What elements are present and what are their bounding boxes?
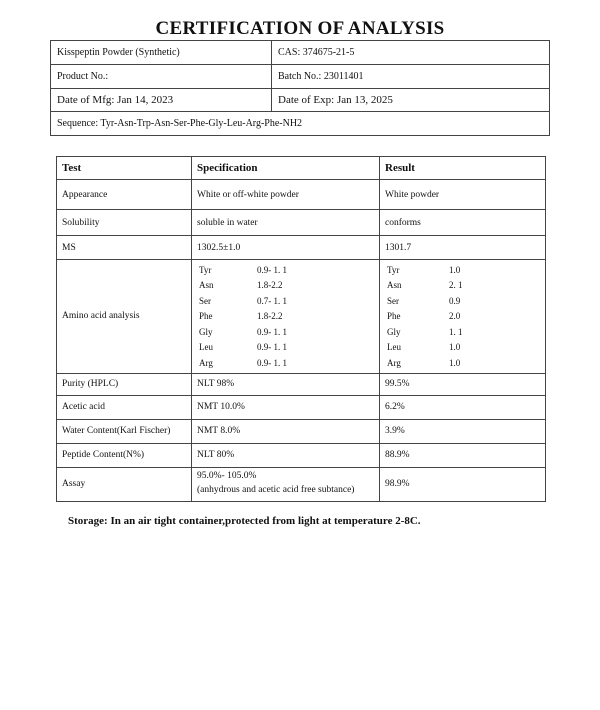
result-cell: 99.5% — [380, 373, 546, 395]
amino-spec-list — [197, 262, 374, 371]
date-exp: Date of Exp: Jan 13, 2025 — [272, 89, 550, 112]
amino-name: Arg — [199, 357, 213, 368]
amino-name: Asn — [199, 280, 214, 291]
result-cell: 3.9% — [380, 419, 546, 443]
test-cell: Amino acid analysis — [57, 260, 192, 374]
amino-spec: 0.9- 1. 1 — [257, 264, 287, 275]
result-cell: 6.2% — [380, 395, 546, 419]
document-title: CERTIFICATION OF ANALYSIS — [155, 18, 445, 39]
result-cell: 98.9% — [380, 467, 546, 501]
amino-name: Phe — [387, 311, 401, 322]
table-row — [57, 467, 546, 501]
result-cell: conforms — [380, 210, 546, 236]
table-header-row — [57, 157, 546, 180]
test-cell: Appearance — [57, 180, 192, 210]
header-specification: Specification — [192, 157, 380, 180]
spec-cell: soluble in water — [192, 210, 380, 236]
batch-no: Batch No.: 23011401 — [272, 65, 550, 89]
header-info-table — [50, 40, 550, 136]
amino-result: 1.0 — [449, 264, 461, 275]
amino-name: Tyr — [199, 264, 212, 275]
table-row — [57, 373, 546, 395]
header-test: Test — [57, 157, 192, 180]
table-row — [57, 236, 546, 260]
amino-name: Leu — [199, 342, 213, 353]
table-row — [57, 395, 546, 419]
amino-spec-cell — [192, 260, 380, 374]
amino-result-list — [385, 262, 540, 371]
list-item — [385, 309, 540, 325]
table-row — [57, 210, 546, 236]
spec-cell: NMT 10.0% — [192, 395, 380, 419]
amino-name: Arg — [387, 357, 401, 368]
list-item — [197, 355, 374, 371]
list-item — [385, 293, 540, 309]
amino-name: Ser — [199, 295, 211, 306]
result-cell: White powder — [380, 180, 546, 210]
spec-cell — [192, 467, 380, 501]
table-row — [57, 419, 546, 443]
sequence: Sequence: Tyr-Asn-Trp-Asn-Ser-Phe-Gly-Leu-Arg-Phe-NH2 — [51, 112, 550, 136]
table-row — [57, 180, 546, 210]
amino-name: Gly — [387, 326, 401, 337]
amino-result: 2.0 — [449, 311, 461, 322]
spec-cell: NLT 98% — [192, 373, 380, 395]
amino-spec: 0.7- 1. 1 — [257, 295, 287, 306]
amino-spec: 0.9- 1. 1 — [257, 326, 287, 337]
test-cell: Water Content(Karl Fischer) — [57, 419, 192, 443]
amino-result: 2. 1 — [449, 280, 463, 291]
list-item — [197, 324, 374, 340]
list-item — [385, 340, 540, 356]
test-cell: Assay — [57, 467, 192, 501]
table-row — [57, 443, 546, 467]
amino-spec: 1.8-2.2 — [257, 280, 283, 291]
list-item — [385, 355, 540, 371]
amino-name: Asn — [387, 280, 402, 291]
cas-number: CAS: 374675-21-5 — [272, 41, 550, 65]
spec-cell: 1302.5±1.0 — [192, 236, 380, 260]
amino-result: 1.0 — [449, 342, 461, 353]
amino-acid-row — [57, 260, 546, 374]
list-item — [385, 324, 540, 340]
list-item — [385, 262, 540, 278]
product-no: Product No.: — [51, 65, 272, 89]
spec-cell: NMT 8.0% — [192, 419, 380, 443]
list-item — [197, 262, 374, 278]
date-mfg: Date of Mfg: Jan 14, 2023 — [51, 89, 272, 112]
result-cell: 1301.7 — [380, 236, 546, 260]
header-result: Result — [380, 157, 546, 180]
amino-spec: 0.9- 1. 1 — [257, 357, 287, 368]
list-item — [197, 340, 374, 356]
list-item — [197, 309, 374, 325]
product-name: Kisspeptin Powder (Synthetic) — [51, 41, 272, 65]
spec-cell: White or off-white powder — [192, 180, 380, 210]
amino-result: 1.0 — [449, 357, 461, 368]
amino-name: Gly — [199, 326, 213, 337]
amino-name: Leu — [387, 342, 401, 353]
amino-result: 1. 1 — [449, 326, 463, 337]
amino-name: Tyr — [387, 264, 400, 275]
test-cell: Peptide Content(N%) — [57, 443, 192, 467]
list-item — [385, 278, 540, 294]
amino-name: Phe — [199, 311, 213, 322]
list-item — [197, 293, 374, 309]
amino-name: Ser — [387, 295, 399, 306]
assay-spec-note: (anhydrous and acetic acid free subtance) — [197, 485, 355, 495]
amino-spec: 0.9- 1. 1 — [257, 342, 287, 353]
test-cell: Acetic acid — [57, 395, 192, 419]
amino-result-cell — [380, 260, 546, 374]
amino-spec: 1.8-2.2 — [257, 311, 283, 322]
amino-result: 0.9 — [449, 295, 461, 306]
test-cell: MS — [57, 236, 192, 260]
test-cell: Purity (HPLC) — [57, 373, 192, 395]
test-results-table — [56, 156, 546, 502]
spec-cell: NLT 80% — [192, 443, 380, 467]
storage-note: Storage: In an air tight container,protected from light at temperature 2-8C. — [68, 515, 421, 527]
result-cell: 88.9% — [380, 443, 546, 467]
assay-spec-range: 95.0%- 105.0% — [197, 471, 257, 482]
list-item — [197, 278, 374, 294]
test-cell: Solubility — [57, 210, 192, 236]
